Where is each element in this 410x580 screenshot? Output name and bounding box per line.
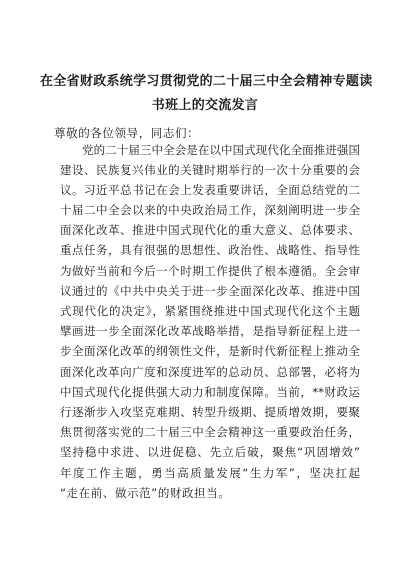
body-line: 重点任务，具有很强的思想性、政治性、战略性、指导性 — [60, 243, 360, 257]
body-line: 面深化改革向广度和深度进军的总动员、总部署，必将为 — [60, 365, 360, 379]
body-line: 十届二中全会以来的中央政治局工作，深刻阐明进一步全 — [60, 203, 360, 217]
body-line: 建设、民族复兴伟业的关键时期举行的一次十分重要的会 — [60, 163, 360, 177]
document-title-line-2: 书班上的交流发言 — [151, 98, 259, 113]
body-line: 中国式现代化提供强大动力和制度保障。当前，**财政运 — [60, 385, 360, 399]
greeting: 尊敬的各位领导，同志们： — [54, 126, 200, 140]
body-line: 为做好当前和今后一个时期工作提供了根本遵循。全会审 — [60, 264, 360, 278]
body-line: 行逐渐步入攻坚克难期、转型升级期、提质增效期，要聚 — [60, 405, 360, 419]
body-line: 党的二十届三中全会是在以中国式现代化全面推进强国 — [82, 143, 360, 157]
body-line: 面深化改革、推进中国式现代化的重大意义、总体要求、 — [60, 223, 360, 237]
body-line: 擘画进一步全面深化改革战略举措，是指导新征程上进一 — [60, 324, 360, 338]
body-line: 议。习近平总书记在会上发表重要讲话，全面总结党的二 — [60, 183, 360, 197]
body-line: 式现代化的决定》，紧紧围绕推进中国式现代化这个主题 — [60, 304, 360, 318]
body-line: 步全面深化改革的纲领性文件，是新时代新征程上推动全 — [60, 344, 360, 358]
body-line: 坚持稳中求进、以进促稳、先立后破，聚焦“巩固增效” — [60, 445, 360, 459]
body-line: 年度工作主题，勇当高质量发展“生力军”，坚决扛起 — [60, 466, 360, 480]
document-title-line-1: 在全省财政系统学习贯彻党的二十届三中全会精神专题读 — [40, 74, 373, 89]
body-line: 议通过的《中共中央关于进一步全面深化改革、推进中国 — [60, 284, 360, 298]
body-line: 焦贯彻落实党的二十届三中全会精神这一重要政治任务， — [60, 425, 360, 439]
body-line: “走在前、做示范”的财政担当。 — [60, 486, 231, 500]
